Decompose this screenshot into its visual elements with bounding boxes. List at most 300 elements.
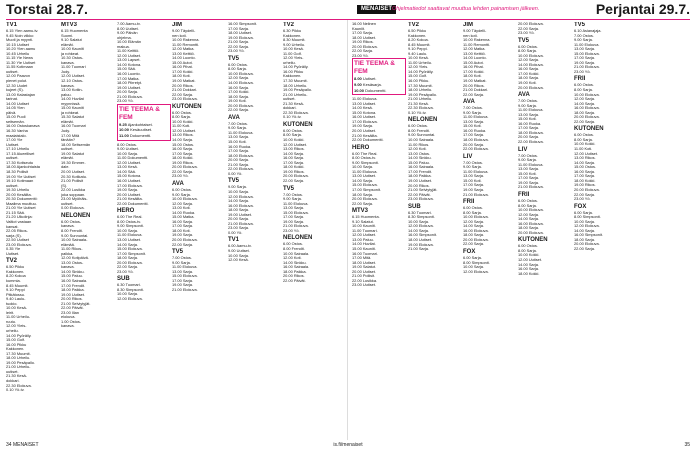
programme-line: 18.00 Uutiset.	[408, 236, 433, 242]
highlight-entry	[119, 134, 169, 139]
programme-line: 18.30 Poliisit	[6, 168, 29, 174]
programme-line: 12.00 Uutiset.	[574, 150, 599, 156]
programme-line: 15.00 Ostos.	[172, 141, 195, 147]
programme-line: 11.00 Elokuva.	[283, 200, 309, 206]
programme-line: 18.00 Sarja.	[117, 255, 138, 261]
programme-line: 9.40 Laulu-	[6, 296, 26, 302]
programme-line: 23.00 Yö.	[117, 98, 134, 104]
programme-line: 18.00 Uutiset.	[228, 30, 253, 36]
programme-line: 20.00 Elokuva.	[228, 102, 254, 108]
programme-line: 7.00 Ostos.	[283, 191, 303, 197]
programme-line: uutiset.	[6, 368, 19, 374]
programme-line: 22.00 Elokuva.	[518, 139, 544, 145]
programme-line: 19.00 Rikos.	[283, 168, 305, 174]
programme-line: 7.00 Ostos.	[518, 152, 538, 158]
programme-line: 17.00 Frendit.	[408, 168, 433, 174]
programme-line: 8.00 Uutiset.	[117, 25, 139, 31]
programme-line: 19.10 Kotimaan	[6, 178, 34, 184]
programme-line: 17.00 Kokki.	[228, 89, 250, 95]
programme-line: 22.30 Elokuva.	[283, 109, 309, 115]
programme-line: 17.00 Simpsonit.	[117, 250, 146, 256]
programme-line: 22.00 Sarja.	[574, 245, 595, 251]
programme-line: 11.00 Rikos-	[61, 246, 83, 252]
programme-line: 22.00 Sarja.	[463, 241, 484, 247]
programme-line: 18.00 Paikka.	[283, 268, 307, 274]
programme-line: 14.00 Luonto.	[172, 55, 196, 61]
programme-line: 21.00 Urheilu-	[6, 364, 31, 370]
programme-line: 15.00 Elokuva.	[283, 209, 309, 215]
programme-line: 20.00 Kesäilta.	[6, 191, 32, 197]
programme-line: 9.00 Simpsonit.	[352, 159, 379, 165]
programme-line: 20.00 Uutiset.	[117, 191, 142, 197]
programme-line: 19.00 Pesäpallo.	[408, 91, 437, 97]
programme-line: myynnissä.	[61, 100, 81, 106]
highlight-text: Uutiset.	[362, 76, 377, 82]
programme-line: 14.05 Ylen	[6, 105, 25, 111]
programme-line: 17.00 Kokki.	[518, 70, 540, 76]
programme-line: 10.00 Elokuva.	[518, 52, 544, 58]
date-left: Torstai 28.7.	[6, 1, 88, 17]
programme-line: 17.00 Kokki.	[172, 68, 194, 74]
programme-line: 16.00 Uutiset.	[117, 178, 142, 183]
programme-line: 14.00 Sarja.	[408, 227, 429, 233]
programme-line: 23.00 Elokuva.	[172, 96, 198, 102]
programme-line: 8.00 Simpsonit.	[463, 259, 490, 265]
programme-line: 11.30 Yle Uutiset	[6, 59, 36, 65]
programme-line: 17.00 Sarja.	[518, 125, 539, 131]
site-url: is.fi/menaiset	[333, 442, 363, 448]
programme-line: 6.00 Ostos.	[518, 43, 538, 49]
programme-line: Kakkonen.	[408, 32, 427, 38]
programme-line: 20.00 Elokuva.	[574, 186, 600, 192]
programme-line: kansat.	[6, 223, 19, 229]
programme-line: 13.00 Rikos.	[283, 146, 305, 152]
programme-line: urheilu.	[6, 328, 19, 333]
listing-column	[117, 22, 171, 436]
programme-line: kummia.	[6, 277, 21, 283]
listing-column	[172, 22, 226, 436]
programme-line: uutiset.	[6, 182, 19, 188]
programme-line: 6.00 Ostos.	[518, 243, 538, 249]
programme-line: 6.00 Ostos.	[463, 205, 483, 211]
programme-line: 0.10 Yö-tv.	[6, 387, 25, 393]
programme-line: 0.10 Yö-tv.	[283, 114, 302, 120]
programme-line: 12.00 Uutiset.	[117, 159, 142, 165]
programme-line: 8.30 Simpsonit.	[408, 214, 435, 220]
programme-line: 12.00 Sarja.	[574, 96, 595, 102]
programme-line: 8.00 Sarja.	[574, 136, 593, 142]
programme-line: 12.00 Uutiset.	[61, 73, 86, 79]
programme-line: 9.00 Sarja.	[172, 191, 191, 197]
programme-line: 14.00 Huvilat.	[352, 241, 376, 247]
programme-line: 11.00 Urheilu-	[6, 314, 31, 320]
programme-line: 19.00 Elokuva.	[228, 34, 254, 40]
programme-line: 14.00 Pyöräily.	[6, 332, 32, 338]
programme-line: 12.30 Uudet	[6, 82, 28, 88]
programme-line: 22.00 Sarja.	[228, 107, 249, 113]
programme-line: 23.00 Yö.	[352, 52, 369, 58]
programme-line: paikka.	[61, 250, 74, 256]
programme-line: kanava.	[61, 82, 75, 88]
programme-line: 10.45 Urheilu	[6, 50, 30, 56]
channel-heading: TV5	[574, 22, 586, 28]
brand-logo: MENAISET	[357, 5, 396, 14]
programme-line: 11.00 Elokuva.	[352, 168, 378, 174]
programme-line: kujeet (S).	[6, 87, 24, 93]
programme-line: 14.00 Ruoka.	[172, 209, 196, 215]
programme-line: 12.00 Yleis-	[6, 323, 27, 329]
programme-line: 22.00 Päivät.	[283, 277, 306, 283]
channel-heading: TV1	[6, 22, 18, 28]
programme-line: kanava.	[61, 223, 75, 229]
programme-line: 22.00 Lusikka.	[352, 277, 378, 283]
programme-line: 6.00 Ostos.	[574, 132, 594, 138]
programme-line: 10.00 Sarja.	[117, 150, 138, 156]
programme-line: 9.00 Sarja.	[574, 37, 593, 43]
programme-line: 23.00 Yö.	[574, 68, 591, 74]
programme-line: 9.10 Salatut	[61, 37, 82, 43]
programme-line: 21.00 Sarja.	[228, 39, 249, 45]
channel-heading: KUTONEN	[518, 237, 548, 244]
programme-line: 11.00 Tuomari	[61, 64, 86, 70]
programme-line: 20.00 Elokuva.	[518, 229, 544, 235]
programme-line: 8.00 Sarja.	[574, 87, 593, 93]
programme-line: 8.00 Simpsonit.	[574, 214, 601, 220]
programme-line: 9.00 Simpsonit.	[117, 223, 144, 229]
programme-line: 20.00 Sarja.	[463, 141, 484, 147]
programme-line: 12.00 Kotipäivä.	[61, 255, 89, 261]
programme-line: 16.00 Tuomari	[61, 123, 86, 129]
programme-line: 21.00 Selviytyjät.	[61, 300, 91, 306]
programme-line: 13.00 Ostos.	[408, 150, 431, 156]
programme-line: 17.10 Urheilu	[6, 146, 30, 152]
programme-line: 10.00 Elokuva.	[463, 214, 489, 220]
programme-line: 22.00 Dokumentti.	[117, 200, 149, 206]
programme-line: 21.00 Yle Uutiset	[6, 205, 36, 211]
programme-line: 16.00 Simpsonit.	[574, 232, 603, 238]
programme-line: 17.00 Sarja.	[518, 175, 539, 181]
programme-line: 22.50 Uutiset	[6, 237, 29, 243]
programme-line: 10.00 Kokki.	[172, 118, 194, 124]
programme-line: 7.00 Ostos.	[463, 105, 483, 111]
listing-column	[6, 22, 60, 436]
programme-line: 13.00 Kotiin-	[61, 87, 83, 93]
programme-line: 22.00 Päivät.	[408, 191, 431, 197]
programme-line: 15.00 Autot.	[463, 59, 484, 65]
programme-line: 18.00 Kokki.	[172, 155, 194, 161]
programme-line: 12.00 Uutiset.	[172, 127, 197, 133]
programme-line: 10.00 Kesä.	[408, 55, 429, 61]
programme-line: 11.00 Rikos.	[408, 141, 430, 147]
channel-heading: HERO	[352, 144, 370, 151]
programme-line: 22.00 Sarja.	[352, 48, 373, 54]
channel-heading: TV2	[408, 22, 420, 28]
programme-line: 21.30 Kesä.	[408, 100, 429, 106]
programme-line: uutiset.	[283, 96, 296, 102]
programme-line: Uutiset.	[6, 141, 20, 147]
programme-line: 17.00 Sarja.	[228, 25, 249, 31]
programme-line: 15.00 Paluu.	[408, 159, 430, 165]
programme-line: 15.00 Golf.	[408, 73, 428, 79]
programme-line: 15.00 Elokuva.	[172, 273, 198, 279]
programme-line: 11.00 Remontti.	[172, 41, 200, 47]
programme-line: Pitkätossu.	[6, 291, 26, 297]
programme-line: 10.00 Sairaala.	[283, 250, 310, 256]
programme-line: 23.00 Illan	[61, 309, 79, 315]
programme-line: 17.15 Alueelliset	[6, 150, 35, 156]
programme-line: uutiset.	[61, 146, 74, 152]
channel-heading: SUB	[117, 276, 130, 283]
channel-heading: TV1	[228, 237, 240, 244]
programme-line: 7.00 Ostos.	[463, 159, 483, 165]
listing-column	[283, 22, 337, 436]
programme-line: 15.00 Puoli	[6, 114, 26, 120]
programme-line: 15.00 Koti.	[228, 139, 247, 145]
programme-line: 16.00 Pikku.	[408, 78, 430, 84]
programme-line: 18.00 Paikka.	[61, 287, 85, 293]
programme-line: 15.00 Paluu.	[61, 273, 83, 279]
highlight-time: 10.00	[354, 87, 365, 93]
programme-line: 21.00 Dokkari.	[172, 87, 198, 93]
programme-line: 15.30 Salatut	[61, 114, 84, 120]
programme-line: 22.00 Sarja.	[172, 168, 193, 174]
programme-line: 18.00 Sarja.	[574, 236, 595, 242]
programme-line: 23.00 Yö.	[574, 196, 591, 202]
highlight-title: TIE TEEMA & FEM	[119, 105, 160, 121]
programme-line: 23.00 Uutiset.	[352, 282, 377, 288]
programme-line: 16.00 Simpsonit.	[408, 232, 437, 238]
programme-line: 22.00 Dokumentti.	[352, 137, 384, 143]
programme-line: elämää.	[61, 241, 75, 247]
programme-line: 6.00 Sarja.	[463, 254, 482, 260]
programme-line: 6.00 Ostos.	[228, 61, 248, 67]
programme-line: 12.00 Matka.	[463, 46, 486, 52]
programme-line: 16.00 Sarja.	[172, 218, 193, 224]
programme-line: 16.00 Uutiset.	[352, 114, 377, 120]
programme-line: 9.40 Laulu.	[408, 50, 428, 56]
channel-heading: NELONEN	[61, 212, 91, 219]
programme-line: 8.45 Muumit.	[408, 41, 431, 47]
programme-line: 19.00 Pesäpallo.	[283, 87, 312, 93]
programme-line: 14.00 Elokuva.	[228, 80, 254, 86]
highlight-text: Dokumentti.	[129, 133, 152, 139]
programme-line: 8.30 Muumit.	[283, 37, 306, 43]
programme-line: 10.00 Elokuva.	[172, 196, 198, 202]
programme-line: 16.00 Ruoka.	[228, 143, 252, 149]
programme-line: 13.00 Sarja.	[172, 268, 193, 274]
programme-line: 15.00 Koti.	[518, 116, 537, 122]
programme-line: 10.00 Kauniit	[61, 46, 84, 52]
programme-line: 17.00 Sarja.	[352, 30, 373, 36]
programme-line: 13.00 Sarja.	[518, 166, 539, 172]
programme-line: 18.00 Seitsemän	[61, 141, 91, 147]
programme-line: 13.00 Sarja.	[463, 118, 484, 124]
programme-line: 12.00 Sarja.	[518, 57, 539, 63]
programme-line: 9.00 Urheilu.	[283, 41, 306, 47]
programme-line: ruutu.	[6, 318, 16, 324]
programme-line: 10.00 Kesä-	[6, 305, 27, 311]
programme-line: 17.30 Muumit.	[408, 82, 433, 88]
header-rule	[6, 19, 690, 20]
programme-line: 20.00 Elokuva.	[574, 114, 600, 120]
programme-line: 13.00 Keittiö.	[463, 50, 486, 56]
programme-line: 6.00 Ostos.	[408, 123, 428, 129]
programme-line: 21.00 Elokuva.	[172, 286, 198, 292]
programme-line: 18.00 Elokuva.	[518, 129, 544, 135]
programme-line: 14.00 Uutiset	[6, 100, 29, 106]
programme-line: 18.00 Urheilu.	[283, 82, 308, 88]
programme-line: 14.00 Huvilat	[61, 96, 84, 102]
programme-line: 14.00 Kotona.	[117, 61, 142, 67]
programme-line: uutiset.	[6, 155, 19, 161]
programme-line: 17.00 Yle	[6, 137, 23, 143]
programme-line: 18.00 Uutiset.	[352, 34, 377, 40]
programme-line: 9.00 Sarja.	[463, 164, 482, 170]
programme-line: 15.00 Koti.	[463, 123, 482, 129]
programme-line: 6.50 Pikku	[408, 28, 427, 33]
programme-line: 14.00 Sää.	[117, 168, 136, 174]
programme-line: 19.00 Sarja.	[352, 123, 373, 129]
programme-line: 13.00 Sarja.	[228, 134, 249, 140]
programme-line: 19.30 Emmer-	[61, 159, 86, 165]
programme-line: 20.00 Elokuva.	[172, 164, 198, 170]
programme-line: 21.00 Sarja.	[228, 161, 249, 167]
programme-line: 9.10 Peppi	[6, 287, 25, 293]
programme-line: maalaistalo.	[6, 132, 27, 138]
programme-line: 22.00 Elokuva.	[463, 146, 489, 152]
programme-line: 9.00 Sarja.	[172, 259, 191, 265]
programme-line: 12.00 Uutiset.	[283, 141, 308, 147]
programme-line: 12.00 Elokuva.	[117, 296, 143, 302]
programme-line: 6.15 Ylen aamu-tv.	[6, 28, 39, 33]
programme-line: 10.00 Sarja.	[352, 164, 373, 170]
programme-line: 15.00 Elokuva.	[352, 182, 378, 188]
programme-line: 8.00 Frendit.	[61, 227, 83, 233]
programme-line: 9.00 Uutiset.	[117, 146, 139, 152]
channel-heading: FRII	[518, 191, 530, 198]
programme-line: Maailma muuttuu.	[6, 200, 37, 206]
programme-line: 16.00 Elokuva.	[463, 227, 489, 233]
programme-line: 16.00 Elokuva.	[518, 220, 544, 226]
programme-line: 21.20 Ulkolinja:	[6, 214, 33, 220]
channel-heading: FRII	[463, 199, 475, 206]
programme-line: 15.00 Kauniit	[61, 105, 84, 111]
programme-line: 9.00 Sarja.	[228, 125, 247, 131]
highlight-box	[117, 104, 171, 141]
programme-line: 9.45 Noin viikko	[6, 32, 34, 38]
page-footer	[0, 441, 696, 450]
programme-line: 18.00 Sarja.	[518, 75, 539, 81]
programme-line: seitsemän.	[6, 118, 25, 124]
channel-heading: TV5	[228, 178, 240, 185]
programme-line: 17.00 Sarja.	[172, 150, 193, 156]
programme-line: 14.00 Sarja.	[172, 137, 193, 143]
programme-line: 0.00 Yö.	[228, 229, 243, 235]
listing-column	[61, 22, 115, 436]
programme-line: 7.00 Ostos.	[228, 120, 248, 126]
programme-line: 23.00 Elokuva.	[408, 196, 434, 202]
programme-line: 6.00 Ostos.	[172, 109, 192, 115]
programme-line: 10.00 Kauniit.	[352, 223, 376, 229]
programme-line: 18.00 Paikka.	[408, 173, 432, 179]
programme-line: 12.00 Sarja.	[463, 218, 484, 224]
programme-line: 17.00 Sarja.	[172, 223, 193, 229]
programme-line: 22.00 Sarja.	[283, 177, 304, 183]
programme-line: 20.00 Rikos.	[463, 82, 485, 88]
programme-line: 7.00 Ostos.	[172, 255, 192, 261]
programme-line: 16.00 Simpsonit.	[228, 22, 257, 26]
programme-line: 19.00 Uutiset.	[408, 177, 433, 183]
programme-line: 18.00 Sarja.	[228, 207, 249, 213]
programme-line: 20.00 Sarja.	[228, 157, 249, 163]
programme-line: uutiset.	[61, 200, 74, 206]
programme-line: 17.00 Sarja.	[172, 277, 193, 283]
programme-line: 17.00 Simpsonit.	[352, 187, 381, 192]
programme-line: 16.00 Ruoka.	[463, 127, 487, 133]
programme-line: 12.00 Sarja.	[172, 200, 193, 206]
programme-line: 20.00 Rikos.	[283, 273, 305, 279]
programme-line: 18.00 Elokuva.	[463, 137, 489, 143]
programme-line: 10.00 Elämän	[117, 39, 142, 45]
programme-line: 22.05 Rikos-	[6, 228, 28, 234]
programme-line: 14.00 Sarja.	[117, 241, 138, 247]
programme-line: 11.00 Elokuva.	[463, 168, 489, 174]
programme-line: 19.00 Uutiset.	[228, 211, 253, 217]
programme-line: 19.00 Sarja.	[172, 232, 193, 238]
programme-line: 18.00 Ajankohtaista	[6, 164, 40, 170]
listing-column	[408, 22, 462, 436]
programme-line: 9.00 Sarja.	[518, 157, 537, 163]
programme-line: 20.00 Elokuva.	[283, 173, 309, 179]
programme-line: 18.00 Koti.	[463, 73, 482, 79]
programme-line: 19.00 Rikos.	[172, 159, 194, 165]
programme-line: 11.00 Elokuva.	[117, 232, 143, 238]
programme-line: 8.20 Kokoa.	[408, 37, 429, 43]
programme-line: 22.00 Lusikka	[61, 187, 86, 193]
programme-line: 20.00 Sarja.	[518, 134, 539, 140]
programme-line: 16.00 Elokuva.	[228, 202, 254, 208]
programme-line: dokkari.	[6, 378, 20, 384]
programme-line: 20.00 Uutiset.	[352, 268, 377, 274]
programme-line: Judy.	[61, 68, 71, 74]
programme-line: 19.00 Pesäpallo.	[6, 359, 35, 365]
programme-line: 11.00 Keittiö.	[117, 48, 140, 54]
programme-line: 11.00 Urheilu.	[408, 59, 432, 65]
programme-line: päivä.	[6, 109, 17, 115]
programme-line: 13.00 Paluu.	[352, 236, 374, 242]
programme-line: 11.00 Elokuva.	[463, 114, 489, 120]
programme-line: 6.15 Huomenta	[61, 28, 88, 33]
programme-line: 9.00 Sunnuntai.	[61, 232, 89, 238]
programme-line: 19.00 Elokuva.	[408, 241, 434, 247]
highlight-time: 8.00	[354, 76, 362, 82]
programme-line: 21.00 Poliisit	[61, 178, 84, 184]
programme-line: 21.00 Urheilu.	[408, 96, 433, 102]
programme-line: kanava.	[61, 323, 75, 329]
programme-line: 20.30 Kotikatu.	[61, 173, 87, 179]
programme-line: 10.20 Ylen aamu	[6, 46, 36, 52]
programme-line: 8.00 Sarja.	[228, 66, 247, 72]
programme-line: 17.30 Muumit.	[283, 78, 308, 84]
programme-line: 6.00 Sarja.	[574, 209, 593, 215]
programme-line: 9.10 Salatut.	[352, 218, 374, 224]
highlight-time: 10.00	[119, 127, 130, 133]
programme-line: 22.30 Elokuva.	[408, 105, 434, 111]
programme-line: 21.00 Kesäilta.	[117, 196, 143, 202]
programme-line: 6.30 Tuomari.	[408, 209, 432, 215]
programme-line: pienet polut.	[6, 78, 28, 84]
programme-line: 16.00 Pikku	[6, 341, 27, 347]
